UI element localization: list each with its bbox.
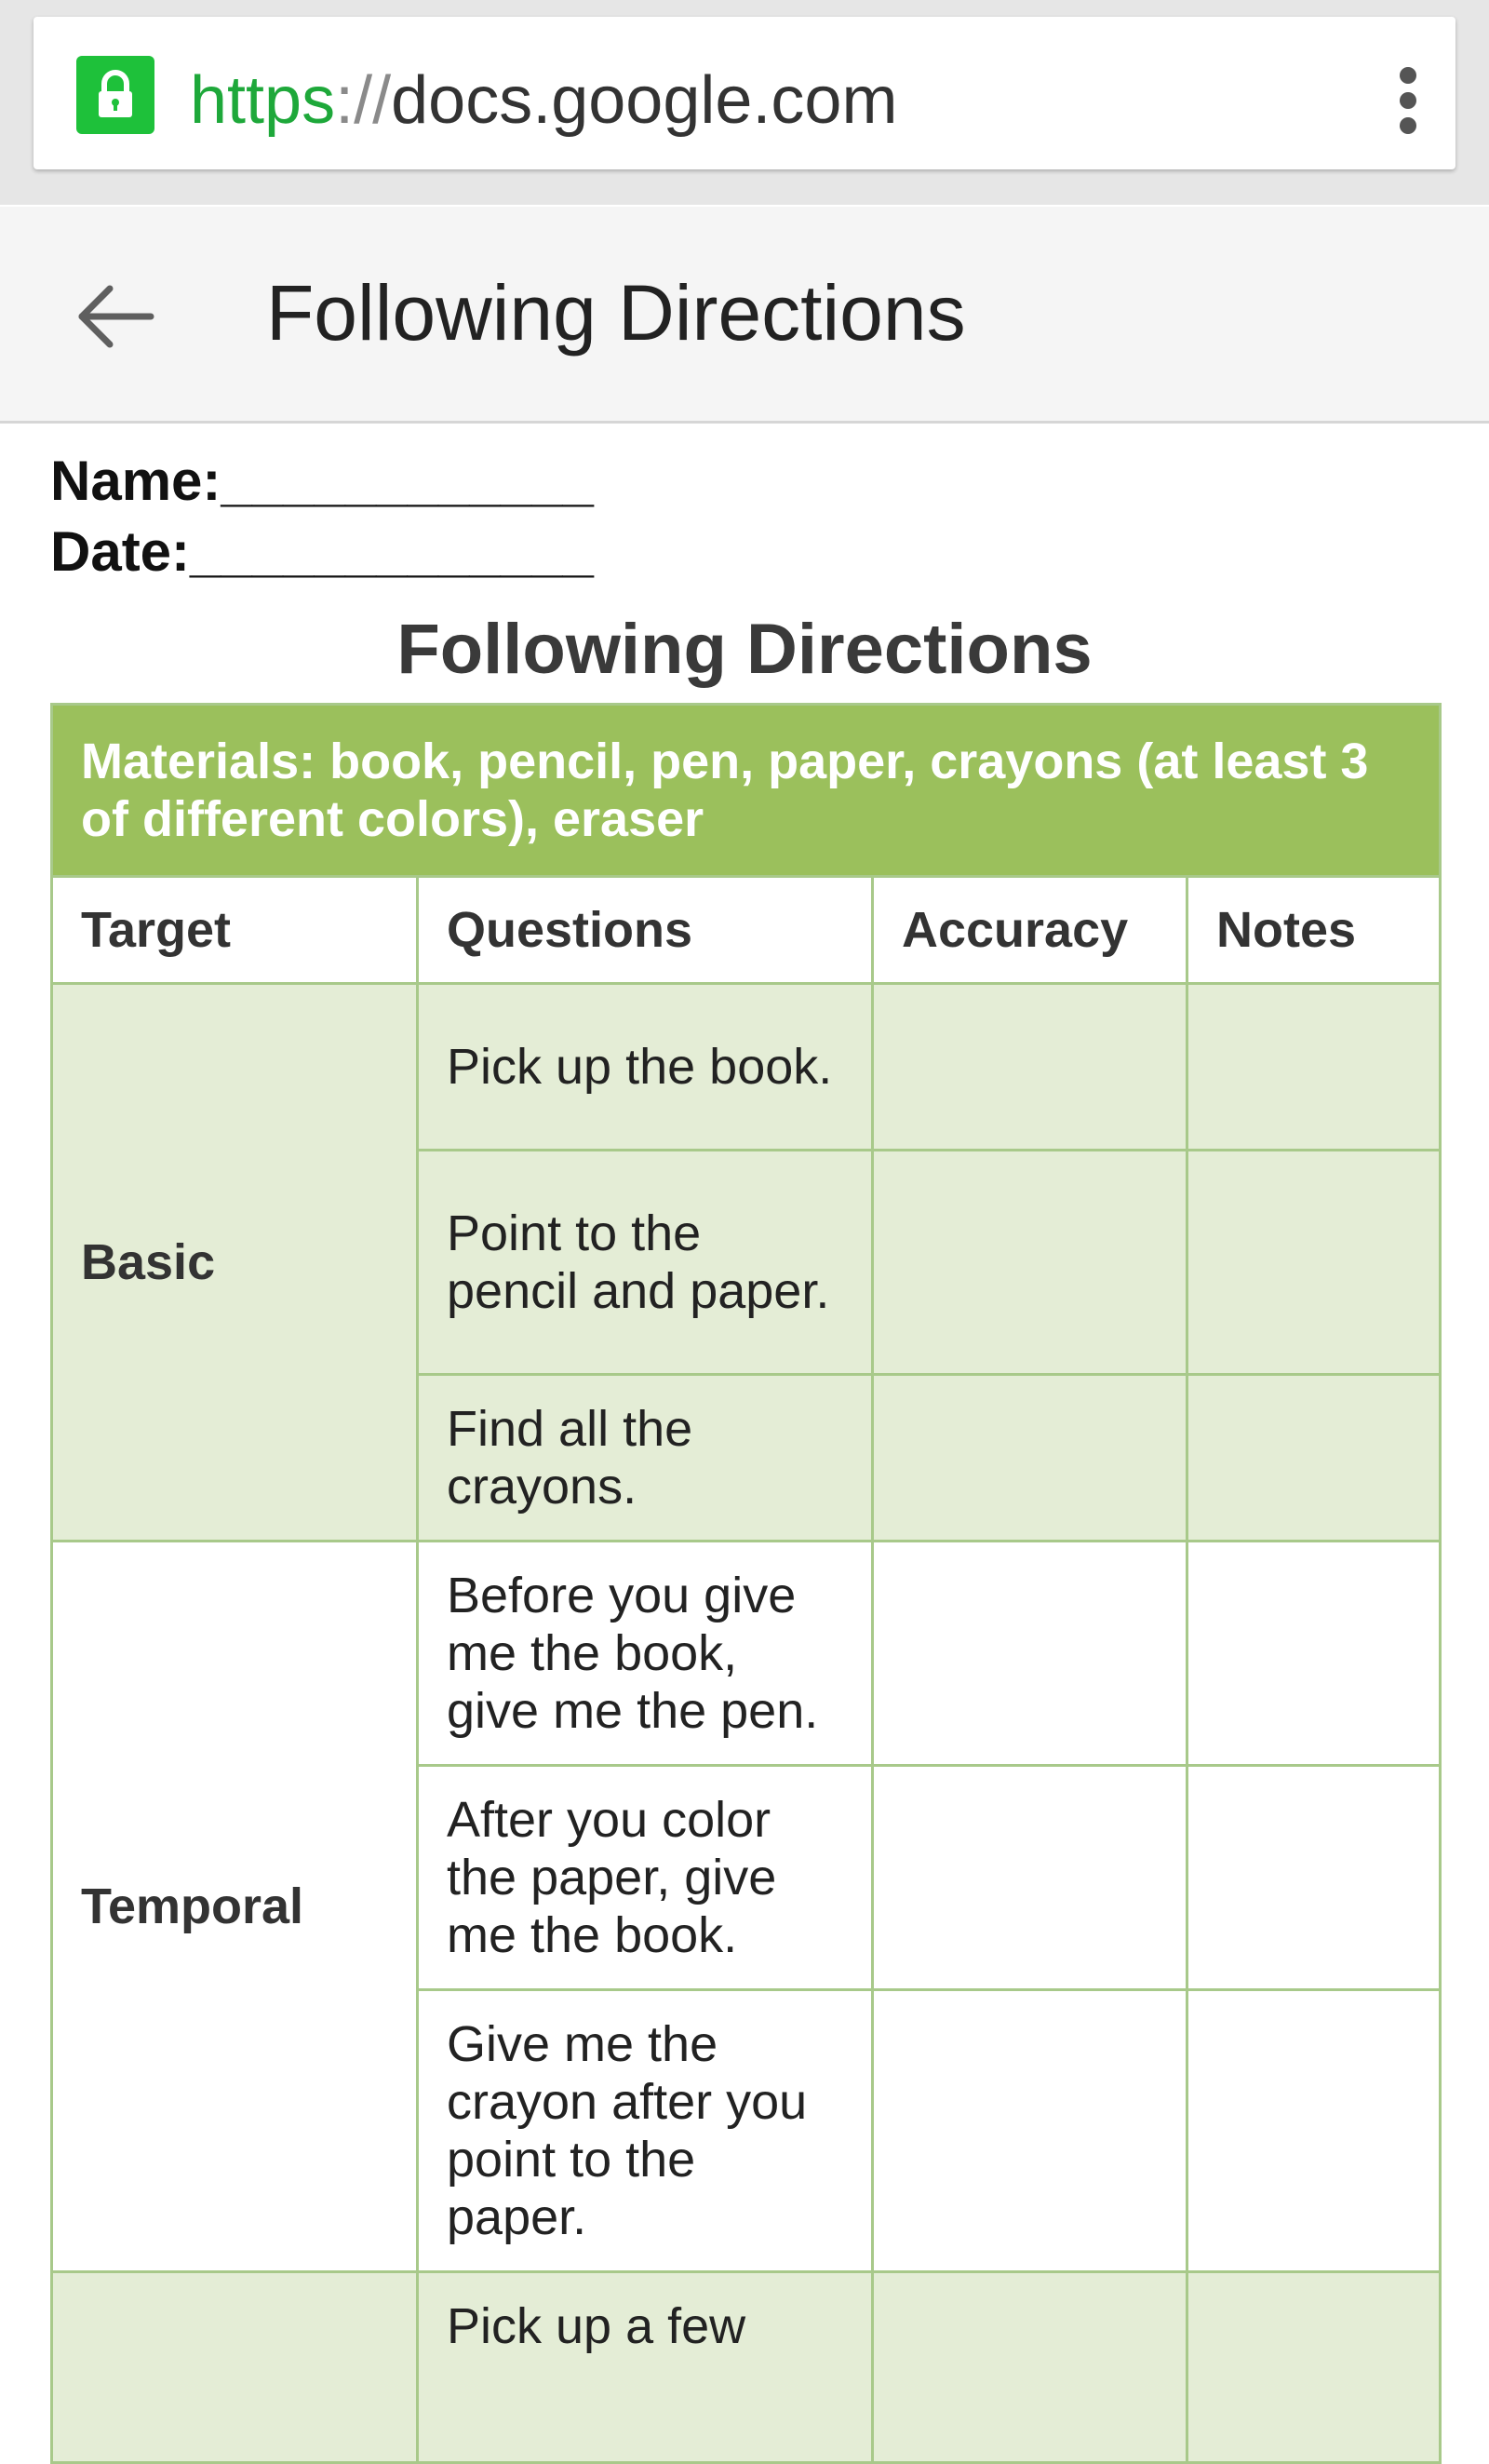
accuracy-cell[interactable] [873, 1375, 1187, 1542]
column-header-target: Target [52, 877, 418, 984]
accuracy-cell[interactable] [873, 984, 1187, 1151]
date-field-label: Date:_____________ [50, 520, 594, 583]
question-cell: Pick up the book. [418, 984, 873, 1151]
column-header-accuracy: Accuracy [873, 877, 1187, 984]
question-cell: Point to the pencil and paper. [418, 1151, 873, 1375]
url-host: docs.google.com [391, 63, 898, 138]
directions-table [50, 703, 1442, 2464]
table-row [52, 1542, 1441, 1766]
notes-cell[interactable] [1187, 1766, 1441, 1990]
table-row [52, 984, 1441, 1151]
question-cell: Give me the crayon after you point to the paper. [418, 1990, 873, 2272]
notes-cell[interactable] [1187, 984, 1441, 1151]
arrow-back-icon [65, 270, 168, 363]
accuracy-cell[interactable] [873, 1151, 1187, 1375]
table-row [52, 2272, 1441, 2463]
url-separator: :// [335, 63, 392, 138]
notes-cell[interactable] [1187, 2272, 1441, 2463]
document-body [0, 424, 1489, 2383]
notes-cell[interactable] [1187, 1990, 1441, 2272]
url-text[interactable] [190, 63, 897, 138]
question-cell: Before you give me the book, give me the pen. [418, 1542, 873, 1766]
header-title: Following Directions [266, 269, 966, 357]
materials-cell: Materials: book, pencil, pen, paper, crayons (at least 3 of different colors), eraser [52, 705, 1441, 877]
notes-cell[interactable] [1187, 1375, 1441, 1542]
app-header [0, 207, 1489, 424]
column-header-questions: Questions [418, 877, 873, 984]
target-cell-temporal: Temporal [52, 1542, 418, 2272]
name-field-label: Name:____________ [50, 450, 594, 512]
url-scheme: https [190, 63, 336, 138]
accuracy-cell[interactable] [873, 2272, 1187, 2463]
document-title: Following Directions [396, 610, 1093, 689]
more-vert-icon[interactable] [1374, 63, 1441, 138]
accuracy-cell[interactable] [873, 1766, 1187, 1990]
accuracy-cell[interactable] [873, 1990, 1187, 2272]
question-cell: After you color the paper, give me the book. [418, 1766, 873, 1990]
notes-cell[interactable] [1187, 1542, 1441, 1766]
notes-cell[interactable] [1187, 1151, 1441, 1375]
target-cell-basic: Basic [52, 984, 418, 1542]
column-header-notes: Notes [1187, 877, 1441, 984]
lock-icon[interactable] [76, 56, 154, 134]
question-cell: Find all the crayons. [418, 1375, 873, 1542]
question-cell: Pick up a few [418, 2272, 873, 2463]
target-cell [52, 2272, 418, 2463]
back-button[interactable] [65, 270, 168, 363]
address-bar[interactable] [34, 17, 1455, 169]
accuracy-cell[interactable] [873, 1542, 1187, 1766]
browser-chrome [0, 0, 1489, 205]
